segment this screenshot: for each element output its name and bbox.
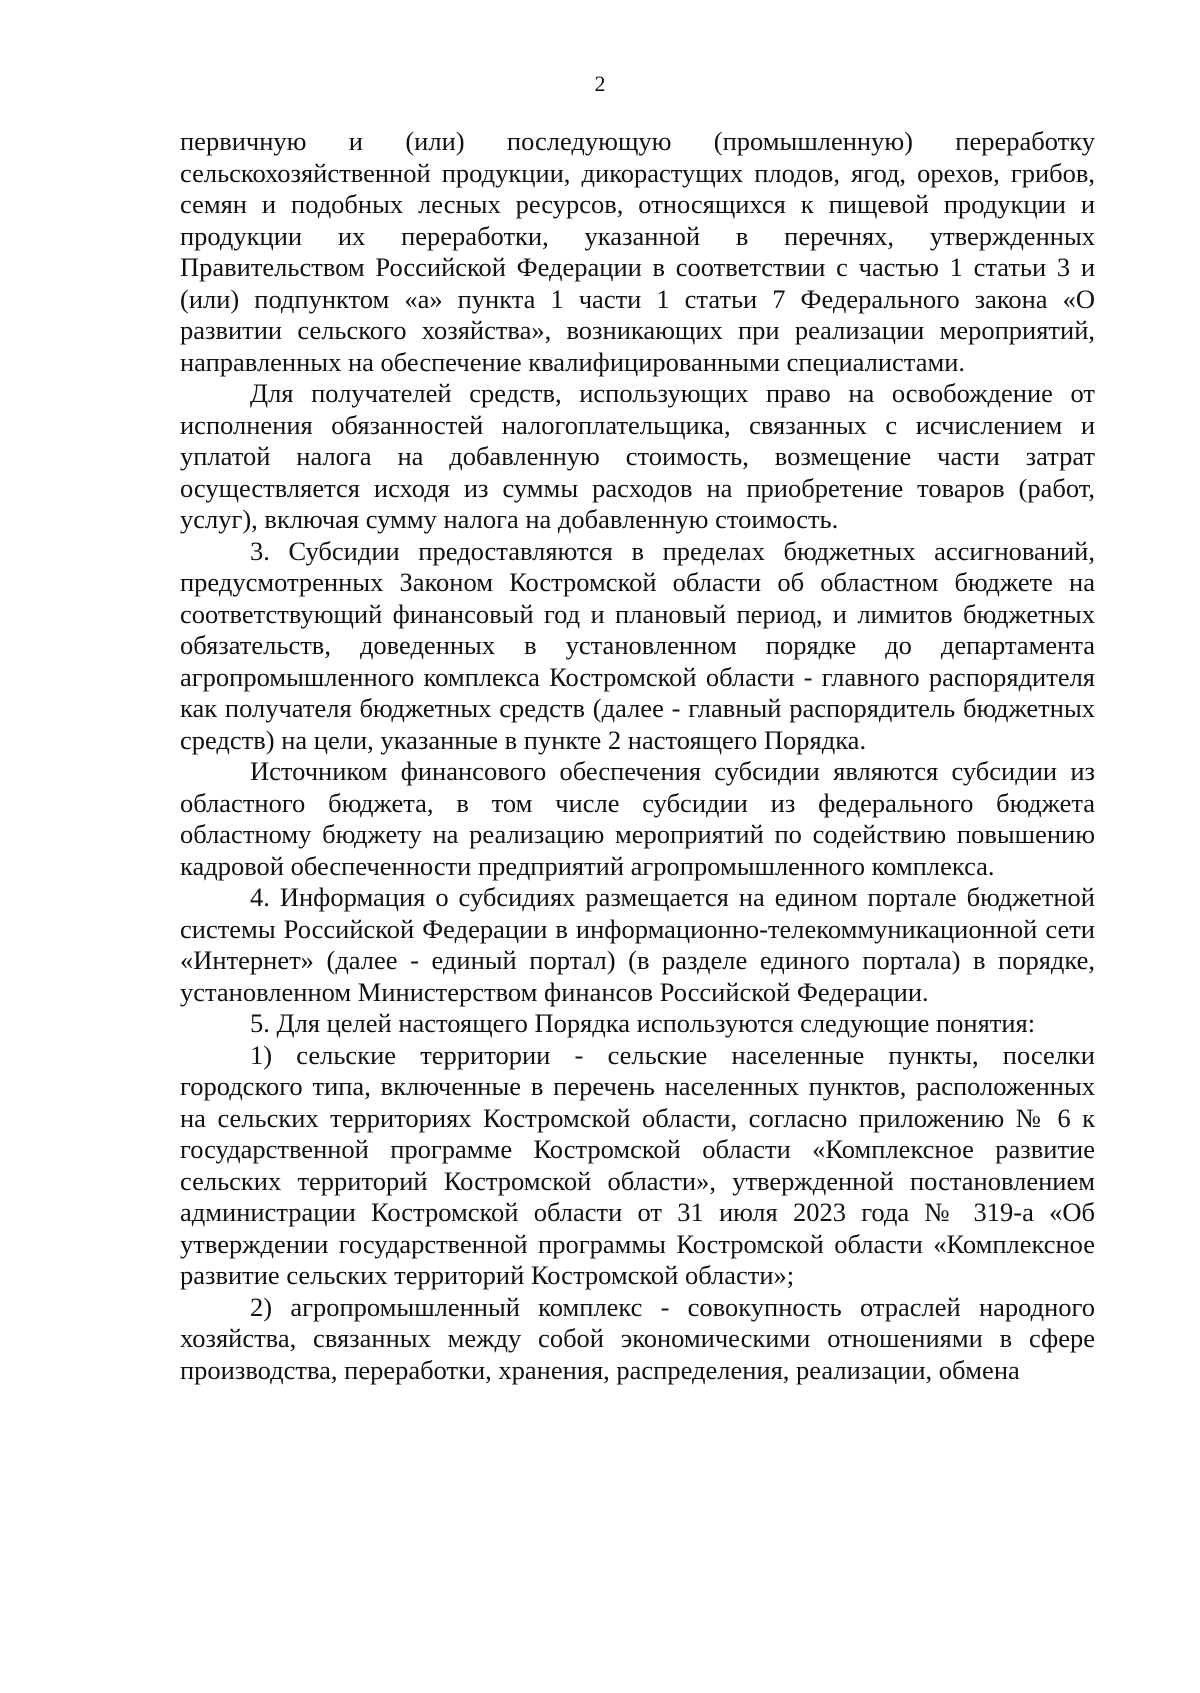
- paragraph-definition-2: 2) агропромышленный комплекс - совокупность отраслей народного хозяйства, связанных между собой экономическими отношениями в сфере производства, переработки, хранения, распределения, реализации, обмена: [180, 1291, 1095, 1385]
- paragraph-item-3: 3. Субсидии предоставляются в пределах бюджетных ассигнований, предусмотренных Законом Костромской области об областном бюджете на соответствующий финансовый год и плановый период, и лимитов бюджетных обязательств, доведенных в установленном порядке до департамента агропромышленного комплекса Костромской области - главного распорядителя как получателя бюджетных средств (далее - главный распорядитель бюджетных средств) на цели, указанные в пункте 2 настоящего Порядка.: [180, 535, 1095, 755]
- paragraph-item-5: 5. Для целей настоящего Порядка используются следующие понятия:: [250, 1008, 1036, 1038]
- paragraph-item-4: 4. Информация о субсидиях размещается на едином портале бюджетной системы Российской Федерации в информационно-телекоммуникационной сети «Интернет» (далее - единый портал) (в разделе единого портала) в порядке, установленном Министерством финансов Российской Федерации.: [180, 882, 1095, 1007]
- paragraph-funding-source: Источником финансового обеспечения субсидии являются субсидии из областного бюджета, в том числе субсидии из федерального бюджета областному бюджету на реализацию мероприятий по содействию повышению кадровой обеспеченности предприятий агропромышленного комплекса.: [180, 756, 1095, 881]
- paragraph-definition-1: 1) сельские территории - сельские населенные пункты, поселки городского типа, включенные в перечень населенных пунктов, расположенных на сельских территориях Костромской области, согласно приложению № 6 к государственной программе Костромской области «Комплексное развитие сельских территорий Костромской области», утвержденной постановлением администрации Костромской области от 31 июля 2023 года № 319-а «Об утверждении государственной программы Костромской области «Комплексное развитие сельских территорий Костромской области»;: [180, 1039, 1095, 1290]
- paragraph-continuation: первичную и (или) последующую (промышленную) переработку сельскохозяйственной продукции, дикорастущих плодов, ягод, орехов, грибов, семян и подобных лесных ресурсов, относящихся к пищевой продукции и продукции их переработки, указанной в перечнях, утвержденных Правительством Российской Федерации в соответствии с частью 1 статьи 3 и (или) подпунктом «а» пункта 1 части 1 статьи 7 Федерального закона «О развитии сельского хозяйства», возникающих при реализации мероприятий, направленных на обеспечение квалифицированными специалистами.: [180, 126, 1095, 377]
- page-number: 2: [594, 71, 606, 96]
- paragraph-vat-recipients: Для получателей средств, использующих право на освобождение от исполнения обязанностей налогоплательщика, связанных с исчислением и уплатой налога на добавленную стоимость, возмещение части затрат осуществляется исходя из суммы расходов на приобретение товаров (работ, услуг), включая сумму налога на добавленную стоимость.: [180, 378, 1095, 534]
- document-body: [180, 126, 1095, 1386]
